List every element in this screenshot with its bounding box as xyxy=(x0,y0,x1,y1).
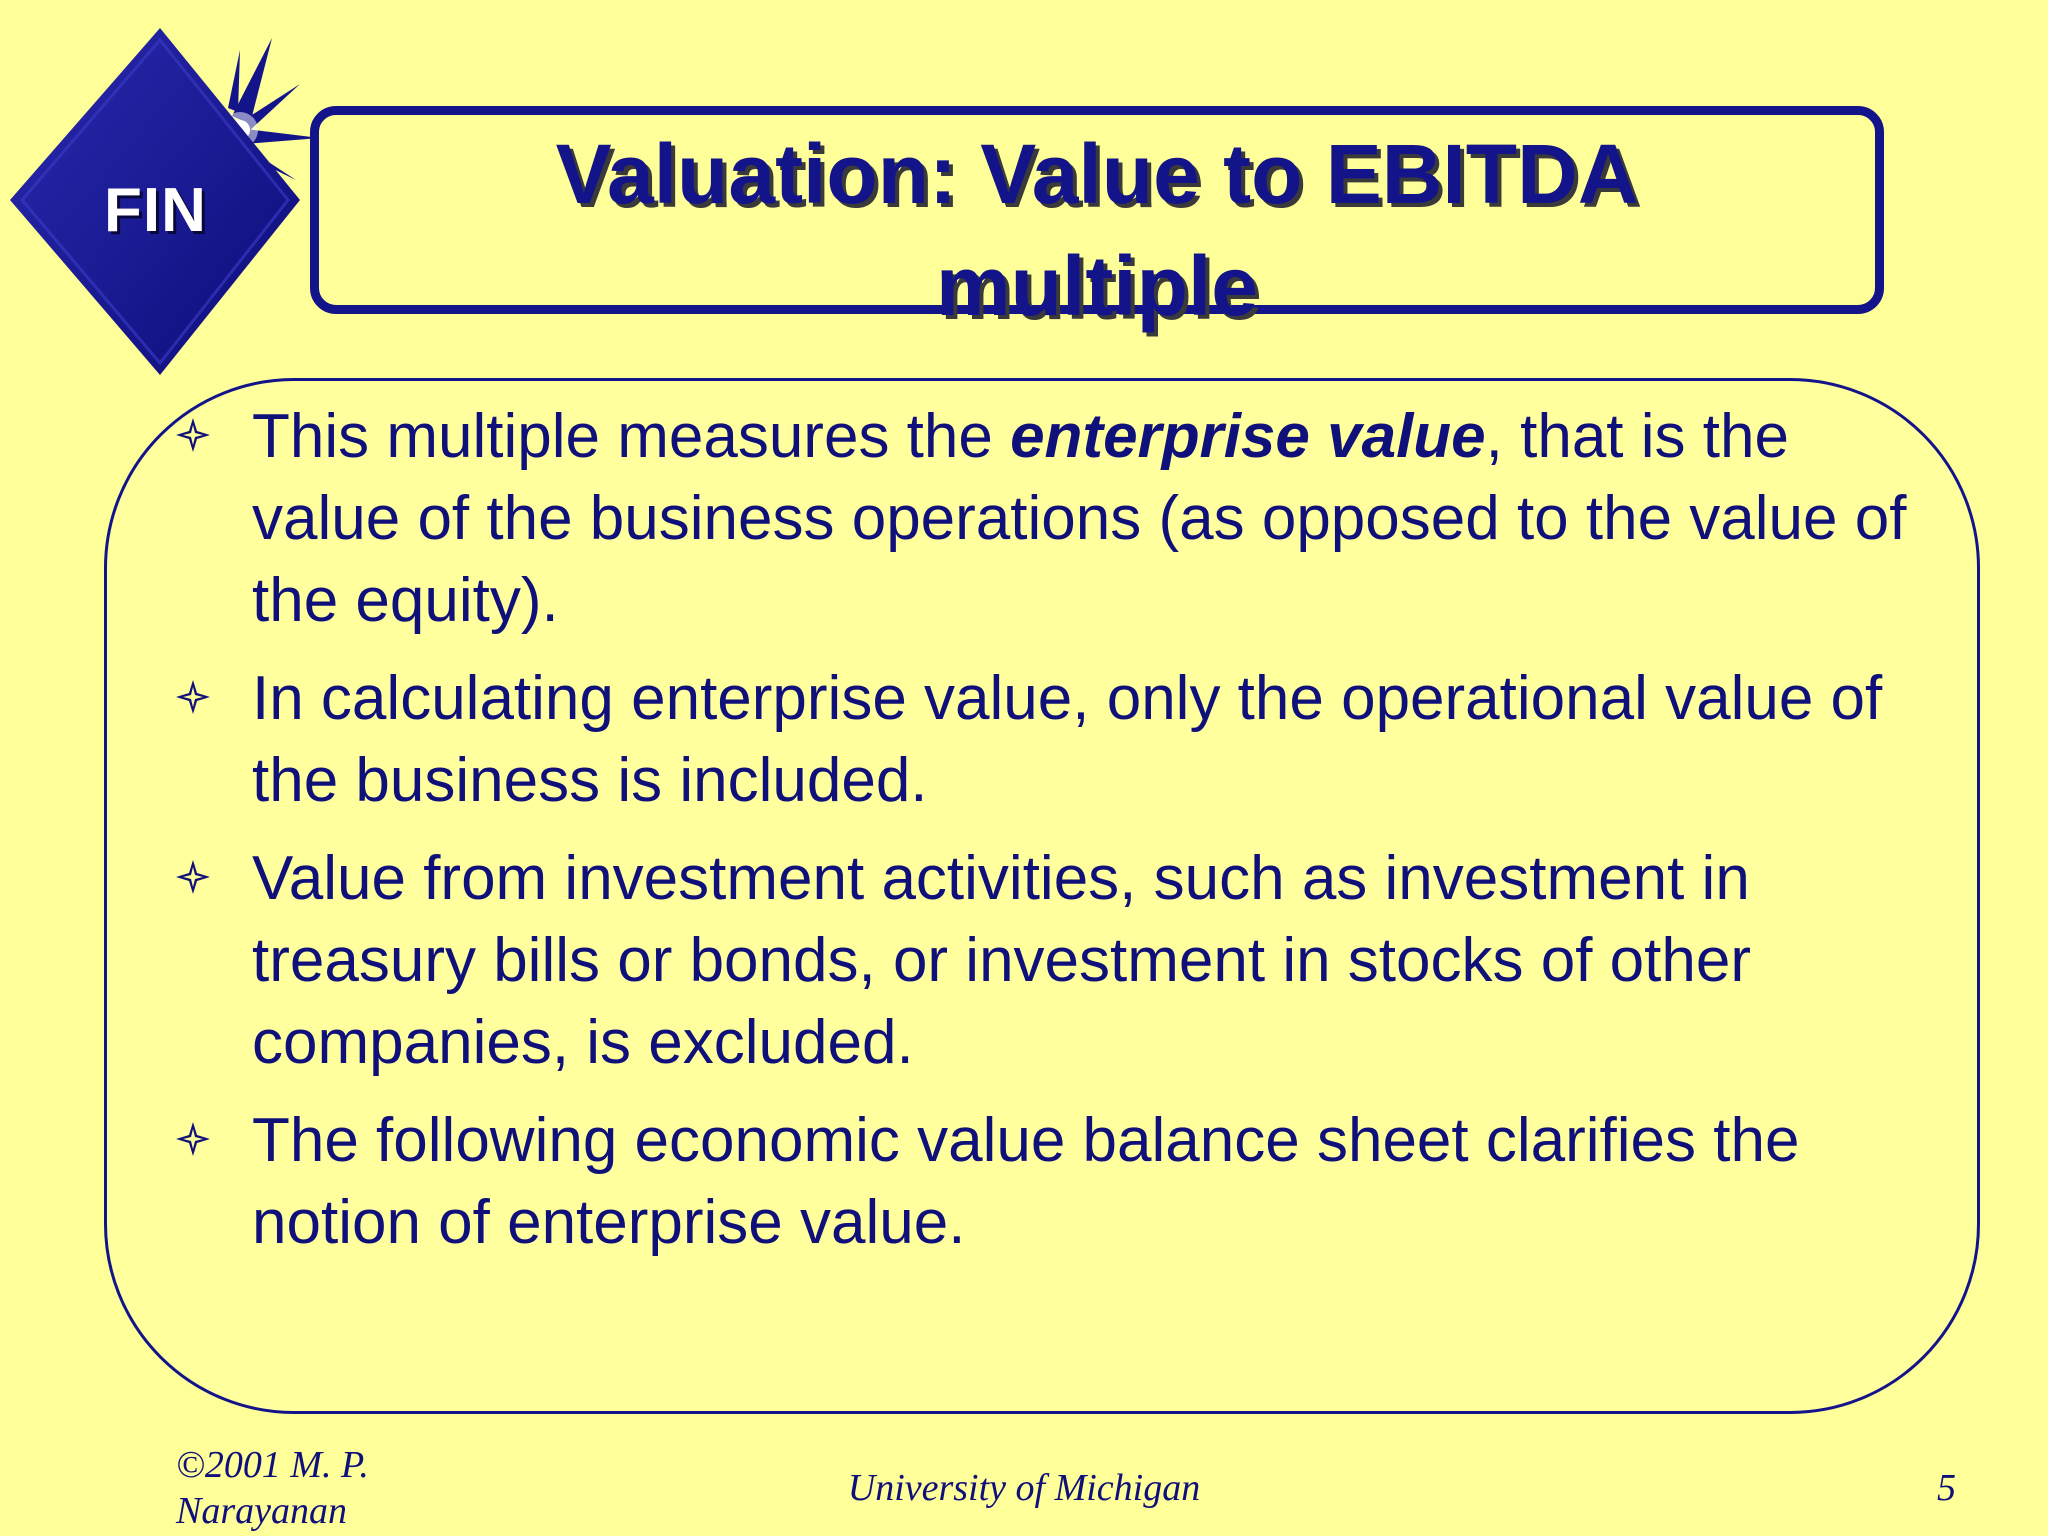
logo-label: FIN xyxy=(104,176,207,245)
bullet-text: Value from investment activities, such as investment in treasury bills or bonds, or investment in stocks of other companies, is excluded. xyxy=(252,844,1751,1077)
bullet-text: The following economic value balance sheet clarifies the notion of enterprise value. xyxy=(252,1106,1800,1257)
page-number: 5 xyxy=(1937,1467,1956,1509)
slide-title xyxy=(310,118,1884,342)
title-line-2: multiple xyxy=(935,239,1258,333)
bullet-emphasis: enterprise value xyxy=(1010,402,1486,471)
title-line-1: Valuation: Value to EBITDA xyxy=(555,127,1639,221)
bullet-text-after: , that is the value of the business operations (as opposed to the value of the equity). xyxy=(252,402,1907,635)
bullet-item xyxy=(176,838,1936,1084)
bullet-text-before: This multiple measures the xyxy=(252,402,1011,471)
four-point-star-bullet-icon xyxy=(176,418,210,452)
bullet-item xyxy=(176,396,1936,642)
copyright-line-2: Narayanan xyxy=(176,1490,347,1532)
bullet-text: In calculating enterprise value, only the operational value of the business is included. xyxy=(252,664,1883,815)
four-point-star-bullet-icon xyxy=(176,860,210,894)
footer-institution: University of Michigan xyxy=(847,1467,1201,1509)
copyright-line-1: ©2001 M. P. xyxy=(176,1444,369,1486)
bullet-item xyxy=(176,1100,1936,1264)
four-point-star-bullet-icon xyxy=(176,1122,210,1156)
bullet-list xyxy=(176,396,1936,1280)
four-point-star-bullet-icon xyxy=(176,680,210,714)
bullet-item xyxy=(176,658,1936,822)
